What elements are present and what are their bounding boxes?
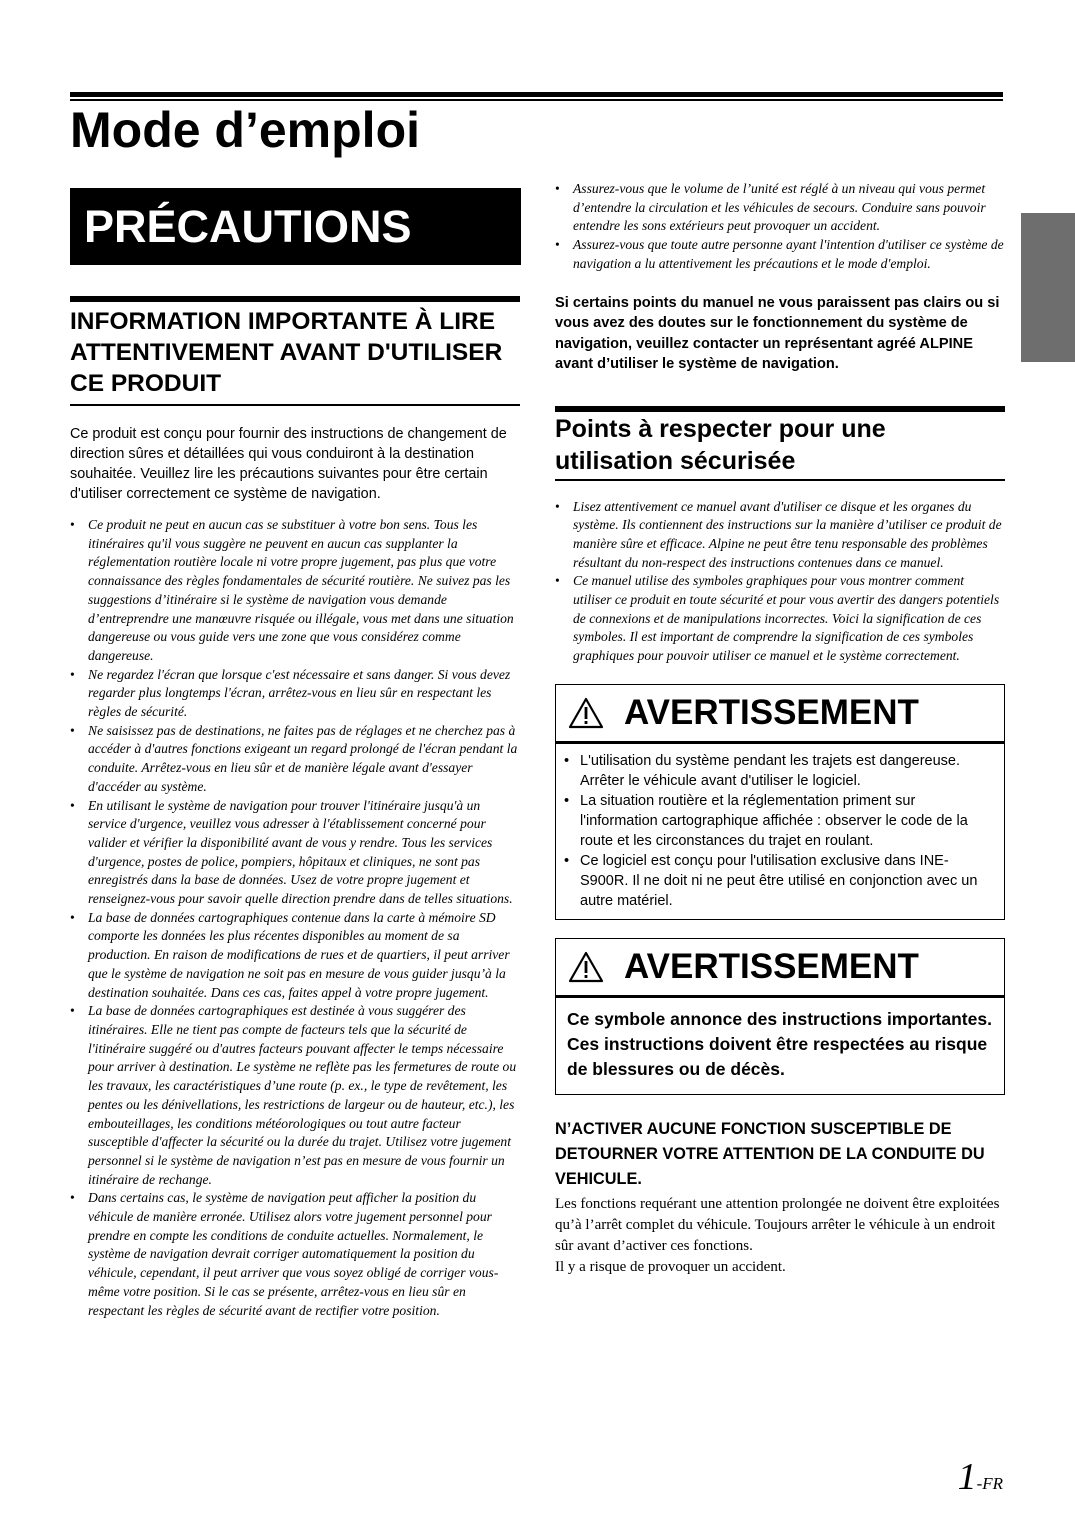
safe-use-list bbox=[555, 498, 1005, 666]
warning-triangle-icon bbox=[568, 697, 604, 729]
warning-box-2-line-1: Ce symbole annonce des instructions importantes. bbox=[567, 1008, 992, 1029]
page-number bbox=[958, 1455, 1003, 1499]
warning-box-2 bbox=[555, 938, 1005, 1095]
warning-box-2-line-2: Ces instructions doivent être respectées au risque de blessures ou de décès. bbox=[567, 1033, 988, 1079]
list-item: • La situation routière et la réglementation priment sur l'information cartographique affichée : observer le code de la route et les circonstances du trajet en roulant. bbox=[564, 791, 996, 851]
warning-box-2-title: AVERTISSEMENT bbox=[624, 946, 919, 986]
right-column bbox=[555, 180, 1005, 1278]
list-item: • Ce produit ne peut en aucun cas se substituer à votre bon sens. Tous les itinéraires qu'il vous suggère ne peuvent en aucun cas supplanter la réglementation routière locale ni votre propre jugement, pas plus que votre connaissance des règles fondamentales de sécurité routière. Ne suivez pas les suggestions d’itinéraire si le système de navigation vous demande d’entreprendre une manœuvre risquée ou illégale, vous met dans une situation dangereuse ou vous guide vers une zone que vous considérez comme dangereuse. bbox=[70, 516, 520, 666]
list-item: • Ce manuel utilise des symboles graphiques pour vous montrer comment utiliser ce produit en toute sécurité et pour vous avertir des dangers potentiels de connexions et de manipulations incorrectes. Voici la signification de ces symboles. Il est important de comprendre la signification de ces symboles graphiques pour pouvoir utiliser ce manuel et le système correctement. bbox=[555, 572, 1005, 666]
title-rule-thick bbox=[70, 92, 1003, 97]
list-item: • En utilisant le système de navigation pour trouver l'itinéraire jusqu'à un service d'urgence, veuillez vous adresser à l'établissement concerné pour valider et vérifier la disponibilité avant de vous y rendre. Tous les services d'urgence, postes de police, pompiers, hôpitaux et cliniques, ne sont pas enregistrés dans la base de données. Usez de votre propre jugement et renseignez-vous pour savoir quelle direction prendre dans de telles situations. bbox=[70, 797, 520, 909]
list-item: • Lisez attentivement ce manuel avant d'utiliser ce disque et les organes du système. Ils contiennent des instructions sur la manière d’utiliser ce produit de manière sûre et efficace. Alpine ne peut être tenu responsable des problèmes résultant du non-respect des instructions contenues dans ce manuel. bbox=[555, 498, 1005, 573]
list-item: • La base de données cartographiques contenue dans la carte à mémoire SD comporte les données les plus récentes disponibles au moment de sa production. En raison de modifications de rues et de quartiers, il peut arriver que le système de navigation ne soit pas en mesure de vous guider jusqu’à la destination souhaitée. Dans ces cas, faites appel à votre propre jugement. bbox=[70, 909, 520, 1003]
page-language-suffix: -FR bbox=[976, 1474, 1003, 1493]
list-item: • Ce logiciel est conçu pour l'utilisation exclusive dans INE-S900R. Il ne doit ni ne peut être utilisé en conjonction avec un autre matériel. bbox=[564, 851, 996, 911]
warning-box-1-title: AVERTISSEMENT bbox=[624, 692, 919, 732]
chapter-tab bbox=[1021, 213, 1075, 362]
safe-use-heading: Points à respecter pour une utilisation sécurisée bbox=[555, 406, 1005, 481]
list-item: • Ne saisissez pas de destinations, ne faites pas de réglages et ne cherchez pas à accéder à d'autres fonctions exigeant un regard prolongé de l'écran pendant la conduite. Arrêtez-vous en lieu sûr et de manière légale avant d'essayer d'accéder au système. bbox=[70, 722, 520, 797]
list-item: • Assurez-vous que le volume de l’unité est réglé à un niveau qui vous permet d’entendre la circulation et les véhicules de secours. Conduire sans pouvoir entendre les sons extérieurs peut provoquer un accident. bbox=[555, 180, 1005, 236]
warning-box-2-body bbox=[556, 998, 1004, 1094]
precaution-list bbox=[70, 516, 520, 1320]
warning-box-2-header bbox=[556, 939, 1004, 998]
warning-box-1-list bbox=[556, 744, 1004, 919]
warning-box-1-header bbox=[556, 685, 1004, 744]
distraction-paragraph: Les fonctions requérant une attention prolongée ne doivent être exploitées qu’à l’arrêt complet du véhicule. Toujours arrêter le véhicule à un endroit sûr avant d’activer ces fonctions. bbox=[555, 1195, 1000, 1254]
list-item: • La base de données cartographiques est destinée à vous suggérer des itinéraires. Elle ne tient pas compte de facteurs tels que la sécurité de l'itinéraire suggéré ou d'autres facteurs pouvant affecter le temps nécessaire pour arriver à destination. Le système ne reflète pas les fermetures de route ou les travaux, les caractéristiques d’une route (p. ex., le type de revêtement, les pentes ou les dénivellations, les restrictions de largeur ou de hauteur, etc.), les embouteillages, les conditions météorologiques ou tout autre facteur susceptible d'affecter la sécurité ou la durée du trajet. Utilisez votre jugement personnel si le système de navigation n’est pas en mesure de vous fournir un itinéraire de rechange. bbox=[70, 1002, 520, 1189]
list-item: • Dans certains cas, le système de navigation peut afficher la position du véhicule de manière erronée. Utilisez alors votre jugement personnel pour prendre en compte les conditions de conduite actuelles. Normalement, le système de navigation devrait corriger automatiquement la position du véhicule, cependant, il peut arriver que vous soyez obligé de corriger vous-même votre position. Si le cas se présente, arrêtez-vous en lieu sûr en respectant les règles de sécurité avant de rectifier votre position. bbox=[70, 1189, 520, 1320]
list-item: • Ne regardez l'écran que lorsque c'est nécessaire et sans danger. Si vous devez regarder plus longtemps l'écran, arrêtez-vous en lieu sûr en respectant les règles de sécurité. bbox=[70, 666, 520, 722]
warning-triangle-icon bbox=[568, 951, 604, 983]
intro-paragraph: Ce produit est conçu pour fournir des instructions de changement de direction sûres et détaillées qui vous conduiront à la destination souhaitée. Veuillez lire les précautions suivantes pour être certain d'utiliser correctement ce système de navigation. bbox=[70, 426, 507, 502]
page-number-value: 1 bbox=[957, 1456, 977, 1498]
list-item: • L'utilisation du système pendant les trajets est dangereuse. Arrêter le véhicule avant d'utiliser le logiciel. bbox=[564, 751, 996, 791]
precaution-list-continued bbox=[555, 180, 1005, 274]
page-title: Mode d’emploi bbox=[70, 102, 420, 158]
list-item: • Assurez-vous que toute autre personne ayant l'intention d'utiliser ce système de navigation a lu attentivement les précautions et le mode d'emploi. bbox=[555, 236, 1005, 273]
left-column bbox=[70, 296, 520, 1320]
warning-box-1 bbox=[555, 684, 1005, 920]
section-banner: PRÉCAUTIONS bbox=[70, 188, 521, 265]
accident-risk-note: Il y a risque de provoquer un accident. bbox=[555, 1258, 786, 1275]
distraction-heading: N’ACTIVER AUCUNE FONCTION SUSCEPTIBLE DE DETOURNER VOTRE ATTENTION DE LA CONDUITE DU VEHICULE. bbox=[555, 1119, 985, 1188]
contact-note: Si certains points du manuel ne vous paraissent pas clairs ou si vous avez des doutes sur le fonctionnement du système de navigation, veuillez contacter un représentant agréé ALPINE avant d’utiliser le système de navigation. bbox=[555, 294, 1000, 373]
important-info-heading: INFORMATION IMPORTANTE À LIRE ATTENTIVEMENT AVANT D'UTILISER CE PRODUIT bbox=[70, 296, 520, 406]
